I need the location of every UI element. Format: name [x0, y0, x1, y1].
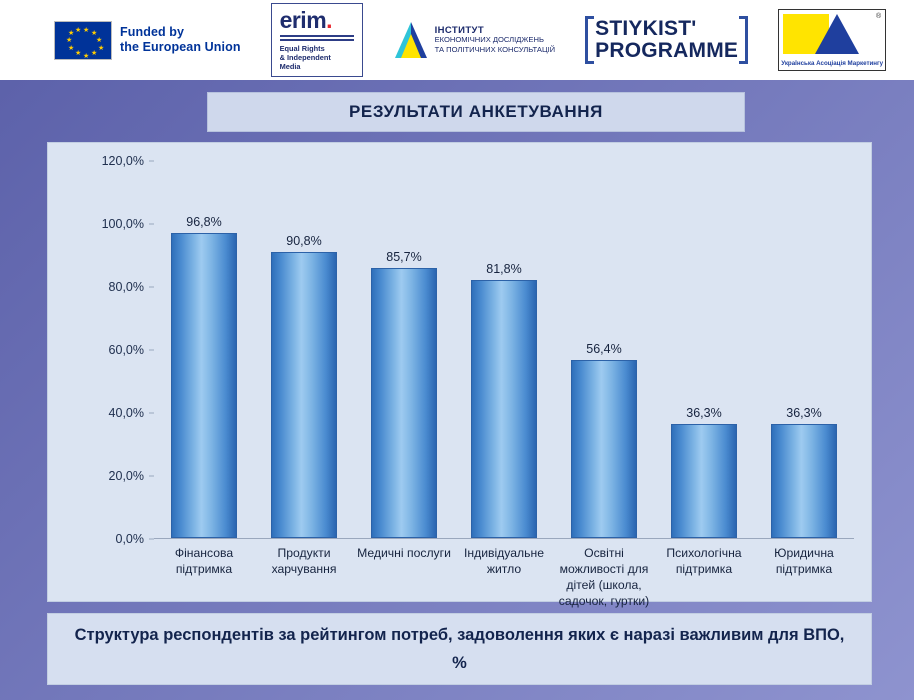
eu-logo-line2: the European Union [120, 40, 241, 54]
chart-panel [47, 142, 872, 608]
x-axis-category-line: садочок, гуртки) [558, 594, 650, 608]
x-axis-category-label [554, 545, 654, 609]
erim-sub-line1: Equal Rights [279, 43, 325, 53]
bar-slot [354, 161, 454, 538]
bar-series [154, 161, 854, 538]
eu-logo-line1: Funded by [120, 25, 185, 39]
x-axis-category-line: харчування [271, 562, 337, 576]
chart-caption-text: Структура респондентів за рейтингом потреб, задоволення яких є наразі важливим для ВПО, % [74, 626, 845, 672]
bar-value-label: 36,3% [786, 405, 822, 420]
bar-value-label: 85,7% [386, 250, 422, 265]
y-axis-tick-label: 0,0% [115, 532, 144, 546]
y-axis-tick-label: 100,0% [101, 217, 144, 231]
stiykist-box [585, 16, 748, 64]
y-axis-tick-label: 40,0% [108, 406, 144, 420]
erim-subtitle [280, 44, 354, 72]
bar[interactable] [271, 233, 337, 538]
logo-european-union [54, 21, 241, 60]
bar-value-label: 56,4% [586, 342, 622, 357]
x-axis-category-line: підтримка [675, 562, 733, 576]
x-axis-category-line: Фінансова [174, 546, 234, 560]
uam-blue-triangle-icon [815, 14, 859, 54]
x-axis-category-line: підтримка [175, 562, 233, 576]
erim-wordmark [279, 6, 354, 33]
bar-slot [454, 161, 554, 538]
erim-letter-e: e [279, 6, 292, 33]
bar-value-label: 90,8% [286, 233, 322, 248]
bar[interactable] [671, 405, 737, 538]
institute-title: ІНСТИТУТ [434, 24, 485, 36]
bracket-right-icon [739, 16, 748, 64]
logo-institute [393, 20, 556, 60]
bar[interactable] [171, 215, 237, 538]
x-axis-category-line: Продукти [277, 546, 331, 560]
y-axis-tick-label: 80,0% [108, 280, 144, 294]
bar-value-label: 36,3% [686, 405, 722, 420]
eu-logo-text [120, 25, 241, 55]
bracket-left-icon [585, 16, 594, 64]
erim-sub-line3: Media [279, 62, 301, 72]
institute-triangle-icon [393, 20, 429, 60]
x-axis-category-line: Освітні [584, 546, 624, 560]
bar-slot [254, 161, 354, 538]
eu-flag-icon: ★ ★ ★ ★ ★ ★ ★ ★ ★ ★ ★ [54, 21, 112, 60]
logo-bar [0, 0, 914, 80]
bar-slot [554, 161, 654, 538]
stiykist-line2: PROGRAMME [595, 39, 739, 62]
stiykist-line1: STIYKIST' [595, 17, 697, 40]
uam-box [778, 9, 886, 71]
x-axis-category-line: Юридична [774, 546, 834, 560]
bar-slot [654, 161, 754, 538]
x-axis-category-label [254, 545, 354, 609]
bar-slot [154, 161, 254, 538]
erim-sub-line2: & Independent [279, 52, 331, 62]
chart-plot-area [101, 154, 854, 546]
y-axis-tick-label: 60,0% [108, 343, 144, 357]
x-axis-category-line: Медичні послуги [357, 546, 451, 560]
erim-bars-icon [280, 35, 354, 41]
uam-registered-mark: ® [875, 13, 882, 20]
page-title [207, 92, 745, 132]
y-axis-tick-mark [149, 539, 154, 540]
uam-caption: Українська Асоціація Маркетингу [781, 60, 884, 67]
bar-slot [754, 161, 854, 538]
x-axis-category-label [654, 545, 754, 609]
bar[interactable] [371, 250, 437, 538]
x-axis-category-line: можливості для [559, 562, 649, 576]
logo-uam [778, 9, 886, 71]
x-axis-category-label [154, 545, 254, 609]
bar[interactable] [771, 405, 837, 538]
bar-value-label: 81,8% [486, 262, 522, 277]
x-axis-category-label [454, 545, 554, 609]
x-axis-category-line: Індивідуальне [463, 546, 545, 560]
page-title-text: РЕЗУЛЬТАТИ АНКЕТУВАННЯ [348, 102, 603, 121]
logo-stiykist-programme [585, 16, 748, 64]
institute-line2: ТА ПОЛІТИЧНИХ КОНСУЛЬТАЦІЙ [434, 44, 556, 54]
erim-box [271, 3, 363, 78]
x-axis-category-line: підтримка [775, 562, 833, 576]
logo-erim [271, 3, 363, 78]
x-axis-category-line: дітей (школа, [566, 578, 642, 592]
x-axis-category-label [754, 545, 854, 609]
x-axis-category-labels [154, 545, 854, 609]
y-axis-tick-label: 20,0% [108, 469, 144, 483]
erim-dot: . [326, 6, 333, 33]
institute-line1: ЕКОНОМІЧНИХ ДОСЛІДЖЕНЬ [434, 35, 544, 45]
x-axis-category-line: житло [486, 562, 522, 576]
y-axis-tick-label: 120,0% [101, 154, 144, 168]
x-axis-category-line: Психологічна [666, 546, 742, 560]
erim-letters-rim: rim [291, 6, 327, 33]
chart-caption [47, 613, 872, 685]
bar[interactable] [571, 342, 637, 538]
bar[interactable] [471, 262, 537, 538]
x-axis-category-label [354, 545, 454, 609]
bar-value-label: 96,8% [186, 215, 222, 230]
institute-text [435, 26, 556, 55]
x-axis-line [154, 538, 854, 539]
